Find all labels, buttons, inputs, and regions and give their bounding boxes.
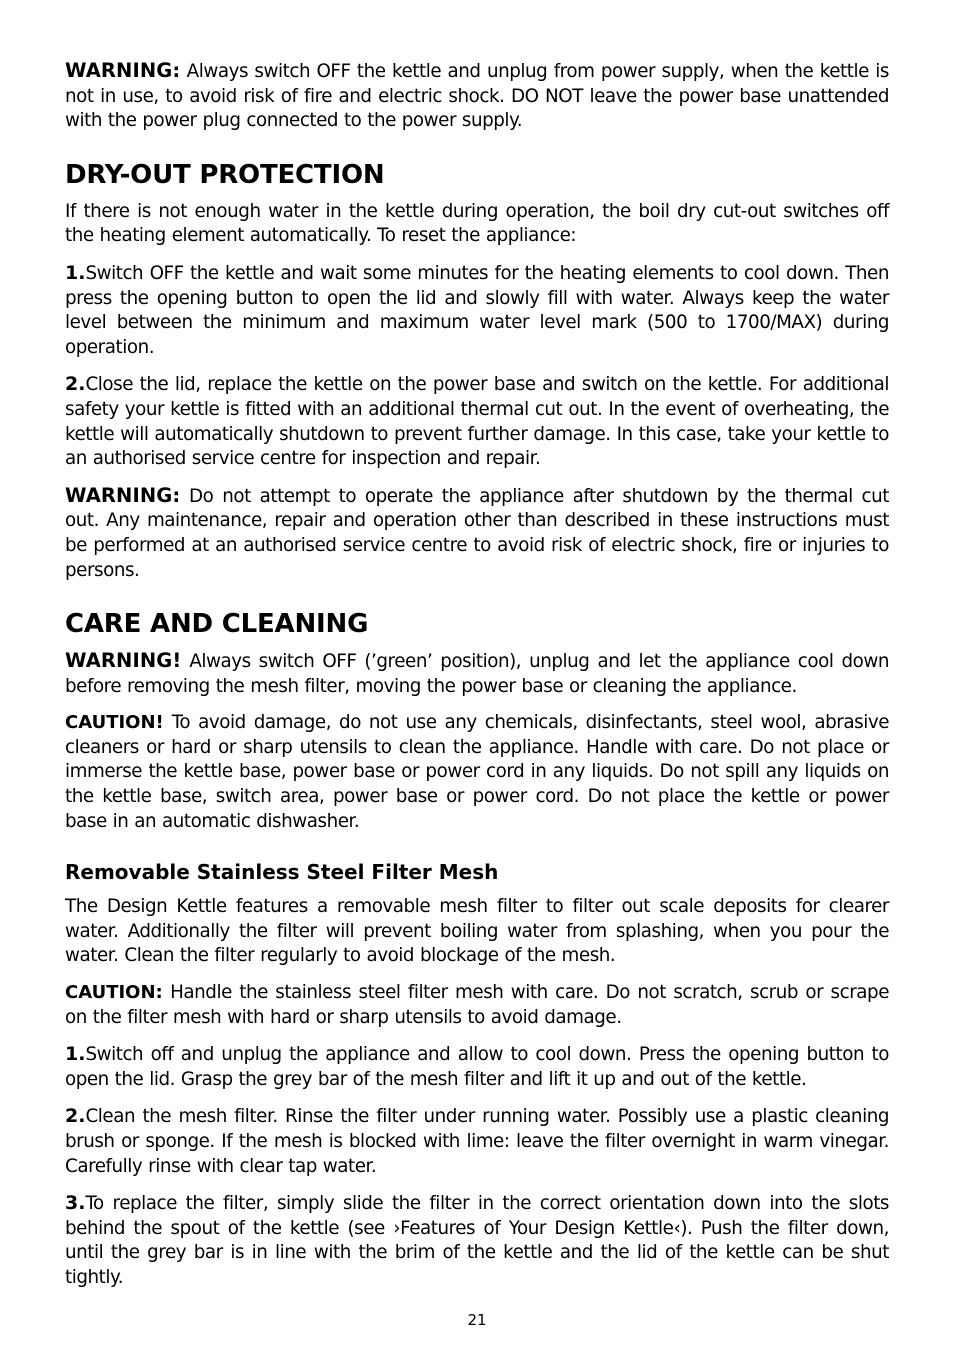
step-text: Close the lid, replace the kettle on the power base and switch on the kettle. For additional safety your kettle is fitted with an additional thermal cut out. In the event of overheating, the kettle will automatically shutdown to prevent further damage. In this case, take your kettle to an authorised service centre for inspection and repair.	[65, 374, 889, 470]
step-number: 3.	[65, 1192, 86, 1215]
caution-text: To avoid damage, do not use any chemicals, disinfectants, steel wool, abrasive cleaners or hard or sharp utensils to clean the appliance. Handle with care. Do not place or immerse the kettle base, power base or power cord in any liquids. Do not spill any liquids on the kettle base, switch area, power base or power cord. Do not place the kettle or power base in an automatic dishwasher.	[65, 712, 889, 832]
filter-step-2	[65, 1104, 889, 1179]
filter-step-1	[65, 1042, 889, 1092]
dry-out-step-2	[65, 372, 889, 471]
warning-text: Always switch OFF the kettle and unplug from power supply, when the kettle is not in use, to avoid risk of fire and electric shock. DO NOT leave the power base unattended with the power plug connected to the power supply.	[65, 61, 889, 132]
warning-label: WARNING:	[65, 483, 181, 507]
step-number: 1.	[65, 261, 86, 284]
step-text: To replace the filter, simply slide the filter in the correct orientation down into the slots behind the spout of the kettle (see ›Features of Your Design Kettle‹). Push the filter down, until the grey bar is in line with the brim of the kettle and the lid of the kettle can be shut tightly.	[65, 1193, 889, 1288]
manual-page	[65, 59, 889, 1291]
step-number: 2.	[65, 1105, 86, 1128]
page-number: 21	[467, 1311, 487, 1329]
subsection-heading-filter: Removable Stainless Steel Filter Mesh	[65, 860, 499, 885]
caution-label: CAUTION:	[65, 982, 163, 1004]
dry-out-step-1	[65, 261, 889, 360]
step-number: 2.	[65, 373, 86, 396]
care-warning	[65, 649, 889, 699]
section-heading-care: CARE AND CLEANING	[65, 609, 369, 640]
filter-intro: The Design Kettle features a removable mesh filter to filter out scale deposits for clearer water. Additionally the filter will prevent boiling water from splashing, when you pour the water. Clean the filter regularly to avoid blockage of the mesh.	[65, 896, 889, 967]
section-heading-dry-out: DRY-OUT PROTECTION	[65, 159, 385, 190]
warning-label: WARNING:	[65, 59, 181, 82]
step-text: Clean the mesh filter. Rinse the filter under running water. Possibly use a plastic cleaning brush or sponge. If the mesh is blocked with lime: leave the filter overnight in warm vinegar. Carefully rinse with clear tap water.	[65, 1106, 889, 1177]
filter-step-3	[65, 1191, 889, 1290]
step-number: 1.	[65, 1043, 86, 1066]
filter-caution	[65, 981, 889, 1030]
dry-out-warning	[65, 484, 889, 583]
step-text: Switch off and unplug the appliance and allow to cool down. Press the opening button to open the lid. Grasp the grey bar of the mesh filter and lift it up and out of the kettle.	[65, 1044, 889, 1090]
caution-text: Handle the stainless steel filter mesh with care. Do not scratch, scrub or scrape on the filter mesh with hard or sharp utensils to avoid damage.	[65, 982, 889, 1028]
warning-text: Always switch OFF (’green’ position), unplug and let the appliance cool down before removing the mesh filter, moving the power base or cleaning the appliance.	[65, 651, 889, 697]
care-caution	[65, 711, 889, 834]
step-text: Switch OFF the kettle and wait some minutes for the heating elements to cool down. Then press the opening button to open the lid and slowly fill with water. Always keep the water level between the minimum and maximum water level mark (500 to 1700/MAX) during operation.	[65, 262, 889, 358]
warning-text: Do not attempt to operate the appliance after shutdown by the thermal cut out. Any maintenance, repair and operation other than described in these instructions must be performed at an authorised service centre to avoid risk of electric shock, fire or injuries to persons.	[65, 485, 889, 581]
warning-label: WARNING!	[65, 649, 182, 673]
warning-paragraph	[65, 59, 889, 134]
caution-label: CAUTION!	[65, 712, 164, 734]
dry-out-intro: If there is not enough water in the kettle during operation, the boil dry cut-out switches off the heating element automatically. To reset the appliance:	[65, 200, 889, 247]
